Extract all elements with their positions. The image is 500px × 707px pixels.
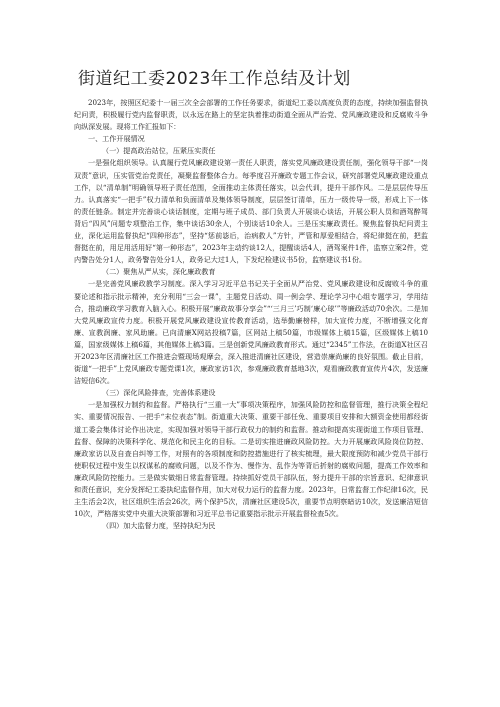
section-heading: 一、工作开展情况 xyxy=(88,134,145,144)
document-title: 街道纪工委2023年工作总结及计划 xyxy=(78,69,351,89)
body-paragraph: 一是加强权力制约和监督。严格执行“三重一大”事项决策程序，加强风险防控和监督管理，推行决策全程纪实、重要情况报告、一把手“末位表态”制。街道重大决策、重要干部任免、重要项目安排和大额资金使用都经街道工委会集体讨论作出决定，实现加强对领导干部行政权力的制约和监督。推动和提高实现街道工作项目管理、监督、保障的决策科学化、规范化和民主化的目标。二是切实推进廉政风险防控。大力开展廉政风险岗位防控、廉政家访以及自查自纠等工作，对照有的各项制度和防控措施进行了核实梳理，最大限度预防和减少党员干部行使职权过程中发生以权谋私的腐败问题，以及不作为、慢作为、乱作为等背后折射的腐败问题，提高工作效率和廉政风险防控能力。三是做实做细日常监督管理。持续抓好党员干部队伍，努力提升干部的宗旨意识、纪律意识和责任意识，充分发挥纪工委执纪监督作用，加大对权力运行的监督力度。2023年，日常监督工作纪律16次，民主生活会2次，社区组织生活会26次，两个保护5次，清廉社区建设5次，重要节点明察暗访10次，发送廉洁短信10次，严格落实党中央重大决策部署和习近平总书记重要指示批示开展监督检查5次。 xyxy=(74,400,428,519)
body-paragraph: 一是完善党风廉政教学习制度。深入学习习近平总书记关于全面从严治党、党风廉政建设和反腐败斗争的重要论述和指示批示精神，充分利用“三会一课”，主题党日活动、周一例会学、理论学习中心组专题学习，学用结合，推动廉政学习教育入脑入心。积极开展“廉政故事分享会”“‘三月三’巧制‘廉心球’”等廉政活动70余次。二是加大党风廉政宣传力度。积极开展党风廉政建设宣传教育活动，选举勤廉榜样，加大宣传力度，不断增强文化育廉、宣教润廉、家风助廉。已向清廉X网站投稿7篇，区网站上稿50篇，市级媒体上稿15篇，区级媒体上稿10篇，国家级媒体上稿6篇，其他媒体上稿3篇。三是创新党风廉政教育形式。通过“2345”工作法，在街道X社区召开2023年区清廉社区工作推进会暨现场观摩会，深入推进清廉社区建设，营造崇廉尚廉的良好氛围。截止目前，街道“一把手”上党风廉政专题党课1次，廉政家访1次，参观廉政教育基地3次，观看廉政教育宣传片4次，发送廉洁短信6次。 xyxy=(74,279,428,386)
document-body xyxy=(74,97,428,532)
subsection-heading: （一）提高政治站位，压紧压实责任 xyxy=(102,146,216,156)
subsection-heading: （三）深化风险排查，完善体系建设 xyxy=(102,388,216,398)
subsection-heading: （四）加大监督力度，坚持执纪为民 xyxy=(102,521,216,531)
subsection-heading: （二）聚焦从严从实，深化廉政教育 xyxy=(102,267,216,277)
body-paragraph: 一是强化组织领导。认真履行党风廉政建设第一责任人职责，落实党风廉政建设责任制，强化领导干部“一岗双责”意识，压实管党治党责任，凝聚监督整体合力。每季度召开廉政专题工作会议，研究部署党风廉政建设重点工作，以“清单制”明确领导班子责任范围，全面推动主体责任落实，以会代训，提升干部作风。二是层层传导压力。认真落实“一把手”权力清单和负面清单及集体领导制度，层层签订清单，压力一级传导一级，形成上下一体的责任链条。制定并完善谈心谈话制度，定期与班子成员、部门负责人开展谈心谈话，开展公职人员和酒驾醉驾背后“四风”问题专项整治工作，集中谈话30余人，个别谈话10余人。三是压实廉政责任。聚焦监督执纪问责主业，深化运用监督执纪“四种形态”，坚持“惩前毖后，治病救人”方针，严管和厚爱相结合，将纪律挺在前，把监督挺在前，用足用活用好“第一种形态”，2023年主动约谈12人，提醒谈话4人，酒驾案件1件，监察立案2件，党内警告处分1人，政务警告处分1人，政务记大过1人，下发纪检建议书5份，监察建议书1份。 xyxy=(74,158,428,265)
intro-paragraph: 2023年，按照区纪委十一届三次全会部署的工作任务要求，街道纪工委以高度负责的态度，持续加强监督执纪问责，积极履行党内监督职责，以永远在路上的坚定执着推动街道全面从严治党、党风廉政建设和反腐败斗争向纵深发展。现将工作汇报如下： xyxy=(74,98,428,132)
